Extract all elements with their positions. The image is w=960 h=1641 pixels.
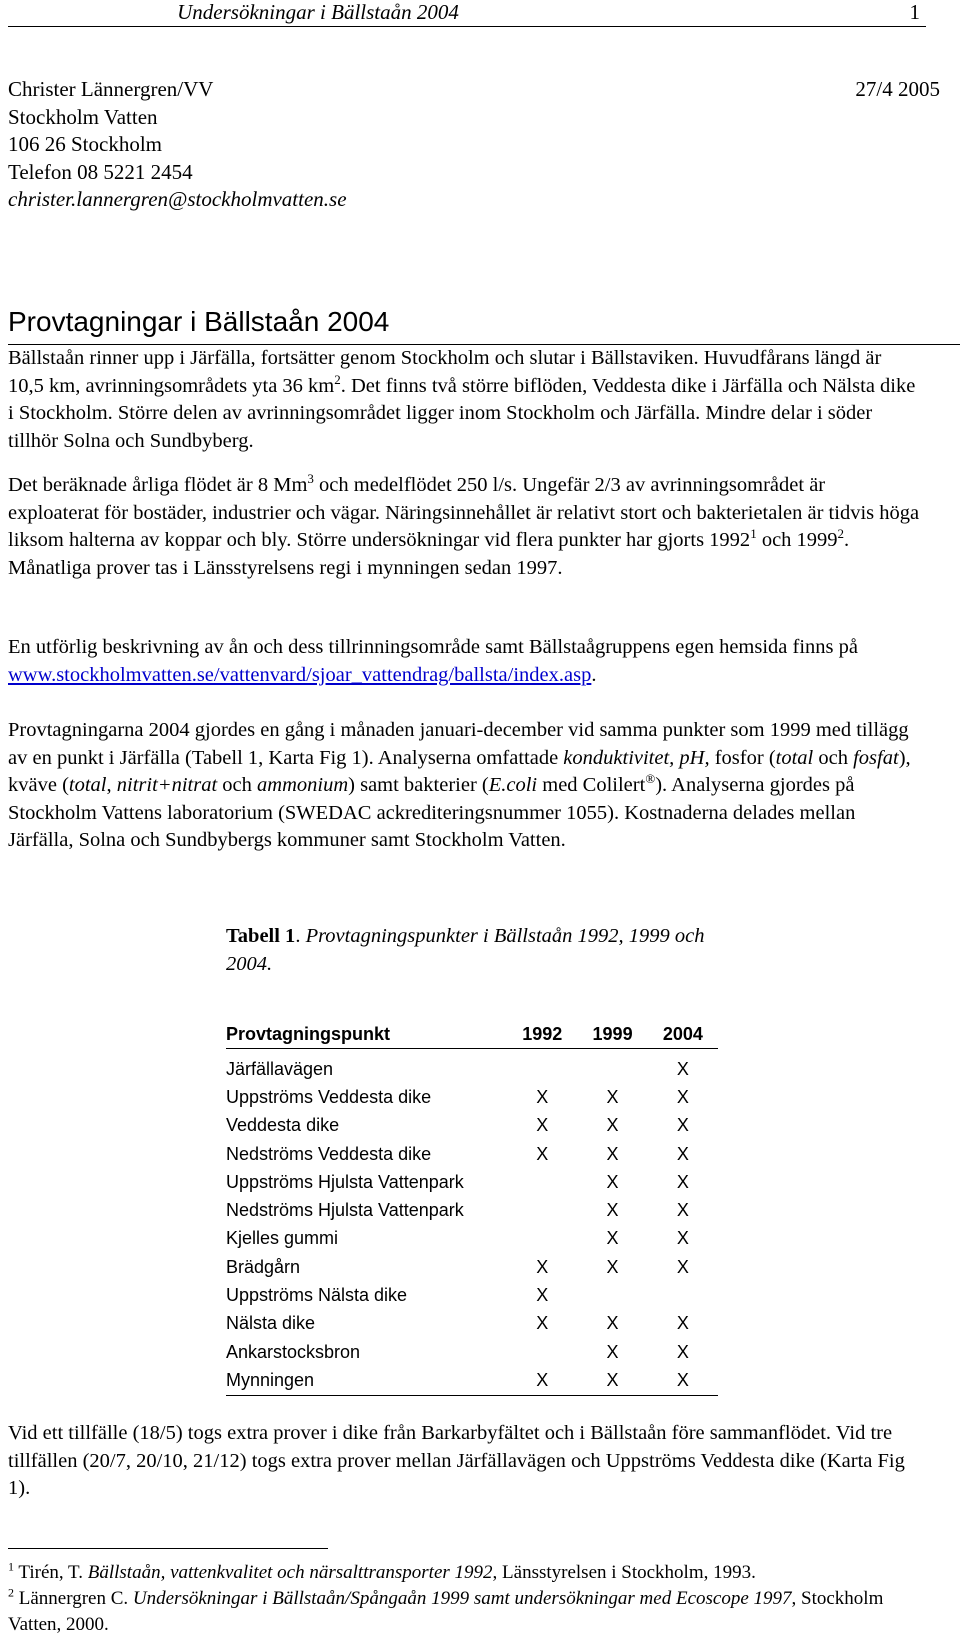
p4-text-b: fosfor (	[709, 746, 776, 769]
p4-text-d: ), kväve (	[8, 746, 911, 796]
p4-text-a: Provtagningarna 2004 gjordes en gång i månaden januari-december vid samma punkter som 1999 med tillägg av en punkt i Järfälla (Tabell 1, Karta Fig 1). Analyserna omfattade	[8, 719, 909, 769]
footnote-2-title: Undersökningar i Bällstaån/Spångaån 1999 samt undersökningar med Ecoscope 1997	[132, 1588, 792, 1609]
page-number: 1	[909, 0, 920, 24]
table-cell-mark: X	[676, 1200, 689, 1221]
table-cell-mark: X	[507, 1366, 577, 1395]
running-header	[8, 0, 926, 27]
table-cell-point: Nälsta dike	[226, 1313, 316, 1334]
table-cell-mark: X	[536, 1285, 549, 1306]
p2-text-a: Det beräknade årliga flödet är 8 Mm	[8, 474, 308, 496]
table-cell-point: Veddesta dike	[226, 1115, 340, 1136]
table-cell-mark: X	[606, 1228, 619, 1249]
column-header-point: Provtagningspunkt	[226, 1020, 507, 1049]
table-cell-mark: X	[606, 1115, 619, 1136]
table-cell-mark	[507, 1338, 577, 1366]
table-row	[226, 1225, 718, 1253]
footnote-1-text-b: , Länsstyrelsen i Stockholm, 1993.	[492, 1562, 756, 1583]
footnote-ref-2: 2	[837, 526, 845, 542]
registered-mark: ®	[645, 771, 656, 787]
footnote-2-text-a: Lännergren C.	[14, 1588, 133, 1609]
table-row	[226, 1366, 718, 1395]
p4-text-c: och	[813, 746, 854, 769]
p4-italic-4: total	[68, 774, 107, 796]
table-row	[226, 1196, 718, 1224]
table-cell-point: Ankarstocksbron	[226, 1341, 361, 1362]
sender-name: Christer Lännergren/VV	[8, 77, 214, 101]
paragraph-website	[8, 634, 920, 689]
p1-superscript: 2	[334, 371, 341, 387]
table-cell-mark: X	[536, 1143, 549, 1164]
table-row	[226, 1310, 718, 1338]
paragraph-sampling	[8, 717, 920, 855]
paragraph-intro	[8, 345, 920, 455]
p4-italic-7: E.coli	[488, 774, 538, 796]
p4-text-f: och	[217, 774, 258, 796]
p4-text-e: ,	[106, 774, 117, 796]
footnotes	[8, 1560, 938, 1638]
table-cell-mark	[577, 1281, 647, 1309]
table-cell-point: Uppströms Hjulsta Vattenpark	[226, 1171, 464, 1192]
table-cell-mark: X	[606, 1341, 619, 1362]
p4-text-j: ). Analyserna gjordes på Stockholm Vattens laboratorium (SWEDAC ackrediteringsnummer 1055). Kostnaderna delades mellan Järfälla, Solna och Sundbybergs kommuner samt Stockholm Vatten.	[8, 774, 856, 851]
website-link[interactable]: www.stockholmvatten.se/vattenvard/sjoar_vattendrag/ballsta/index.asp	[8, 663, 592, 686]
table-caption-dot: .	[295, 925, 306, 947]
table-cell-point: Järfällavägen	[226, 1058, 334, 1079]
sender-block	[8, 76, 347, 214]
p2-text-c: och 1999	[756, 529, 838, 551]
table-cell-mark	[507, 1168, 577, 1196]
table-cell-mark: X	[676, 1058, 689, 1079]
sender-org: Stockholm Vatten	[8, 104, 158, 129]
table-caption-label: Tabell 1	[226, 925, 296, 947]
table-row	[226, 1281, 718, 1309]
sender-phone: Telefon 08 5221 2454	[8, 159, 193, 184]
column-header-2004: 2004	[648, 1020, 718, 1049]
table-row	[226, 1338, 718, 1366]
document-title: Provtagningar i Bällstaån 2004	[8, 304, 960, 345]
table-body	[226, 1049, 718, 1396]
table-cell-mark: X	[676, 1171, 689, 1192]
table-cell-mark: X	[606, 1171, 619, 1192]
table-cell-mark: X	[606, 1086, 619, 1107]
table-row	[226, 1168, 718, 1196]
p1-text-a: Bällstaån rinner upp i Järfälla, fortsätter genom Stockholm och slutar i Bällstaviken. Huvudfårans längd är 10,5 km, avrinningsområdets yta 36 km	[8, 347, 882, 397]
p2-superscript-1: 3	[307, 471, 314, 487]
paragraph-extra-samples: Vid ett tillfälle (18/5) togs extra prover i dike från Barkarbyfältet och i Bällstaån före sammanflödet. Vid tre tillfällen (20/7, 20/10, 21/12) togs extra prover mellan Järfällavägen och Uppströms Veddesta dike (Karta Fig 1).	[8, 1422, 905, 1499]
letter-date: 27/4 2005	[855, 77, 940, 101]
table-cell-mark: X	[676, 1086, 689, 1107]
table-cell-mark: X	[676, 1256, 689, 1277]
table-cell-mark: X	[676, 1313, 689, 1334]
table-row	[226, 1112, 718, 1140]
p2-text-b: och medelflödet 250 l/s. Ungefär 2/3 av avrinningsområdet är exploaterat för bostäder, industrier och vägar. Näringsinnehållet är relativt stort och bakterietalen är tidvis höga liksom halterna av koppar och bly. Större undersökningar vid flera punkter har gjorts 1992	[8, 474, 920, 551]
table-cell-mark: X	[606, 1313, 619, 1334]
table-cell-mark	[577, 1055, 647, 1083]
table-cell-mark: X	[606, 1256, 619, 1277]
table-cell-mark	[507, 1055, 577, 1083]
p1-text-b: . Det finns två större biflöden, Veddesta dike i Järfälla och Nälsta dike i Stockholm. Större delen av avrinningsområdet ligger inom Stockholm och Järfälla. Mindre delar i söder tillhör Solna och Sundbyberg.	[8, 374, 916, 452]
table-cell-mark: X	[536, 1313, 549, 1334]
table-cell-point: Mynningen	[226, 1366, 507, 1395]
table-cell-mark: X	[606, 1143, 619, 1164]
footnote-2	[8, 1586, 938, 1638]
footnote-1-mark: 1	[8, 1559, 14, 1574]
table-row	[226, 1083, 718, 1111]
footnote-1-text-a: Tirén, T.	[14, 1562, 88, 1583]
table-cell-mark: X	[536, 1086, 549, 1107]
table-cell-point: Kjelles gummi	[226, 1228, 339, 1249]
p4-text-h: med Colilert	[537, 774, 646, 796]
p4-text-g: ) samt bakterier (	[348, 774, 489, 796]
column-header-1999: 1999	[577, 1020, 647, 1049]
table-cell-mark	[507, 1225, 577, 1253]
footnote-divider	[8, 1548, 328, 1549]
table-cell-mark: X	[606, 1200, 619, 1221]
table-cell-mark	[507, 1196, 577, 1224]
p4-italic-1: konduktivitet, pH,	[563, 746, 710, 769]
table-cell-mark: X	[676, 1228, 689, 1249]
p3-text-a: En utförlig beskrivning av ån och dess tillrinningsområde samt Bällstaågruppens egen hemsida finns på	[8, 636, 858, 658]
paragraph-flow	[8, 472, 920, 582]
p4-italic-2: total	[775, 746, 814, 769]
sender-address: 106 26 Stockholm	[8, 132, 163, 156]
table-cell-point: Nedströms Veddesta dike	[226, 1143, 432, 1164]
table-row	[226, 1253, 718, 1281]
footnote-ref-1: 1	[750, 526, 757, 542]
footnote-2-text-b: , Stockholm Vatten, 2000.	[8, 1588, 884, 1635]
footnote-1	[8, 1560, 938, 1586]
p4-italic-6: ammonium	[257, 774, 349, 796]
table-cell-point: Uppströms Veddesta dike	[226, 1086, 432, 1107]
p2-text-d: . Månatliga prover tas i Länsstyrelsens regi i mynningen sedan 1997.	[8, 529, 850, 579]
table-caption	[226, 923, 726, 978]
table-cell-mark: X	[676, 1341, 689, 1362]
p4-italic-3: fosfat	[853, 746, 899, 769]
running-header-title: Undersökningar i Bällstaån 2004	[177, 0, 459, 24]
table-cell-mark: X	[536, 1115, 549, 1136]
table-cell-point: Uppströms Nälsta dike	[226, 1285, 408, 1306]
footnote-1-title: Bällstaån, vattenkvalitet och närsalttransporter 1992	[87, 1562, 493, 1583]
table-cell-point: Brädgårn	[226, 1256, 301, 1277]
column-header-1992: 1992	[507, 1020, 577, 1049]
table-caption-text: Provtagningspunkter i Bällstaån 1992, 1999 och 2004.	[226, 925, 705, 975]
table-cell-mark: X	[577, 1366, 647, 1395]
footnote-2-mark: 2	[8, 1585, 14, 1600]
table-cell-mark	[648, 1281, 718, 1309]
p4-italic-5: nitrit+nitrat	[116, 774, 218, 796]
table-row	[226, 1140, 718, 1168]
table-cell-mark: X	[648, 1366, 718, 1395]
table-cell-mark: X	[676, 1143, 689, 1164]
table-cell-point: Nedströms Hjulsta Vattenpark	[226, 1200, 464, 1221]
p3-text-b: .	[591, 663, 597, 686]
table-row	[226, 1055, 718, 1083]
sampling-points-table	[226, 1020, 718, 1396]
table-header-row	[226, 1020, 718, 1049]
table-cell-mark: X	[536, 1256, 549, 1277]
table-cell-mark: X	[676, 1115, 689, 1136]
sender-email: christer.lannergren@stockholmvatten.se	[8, 187, 347, 211]
